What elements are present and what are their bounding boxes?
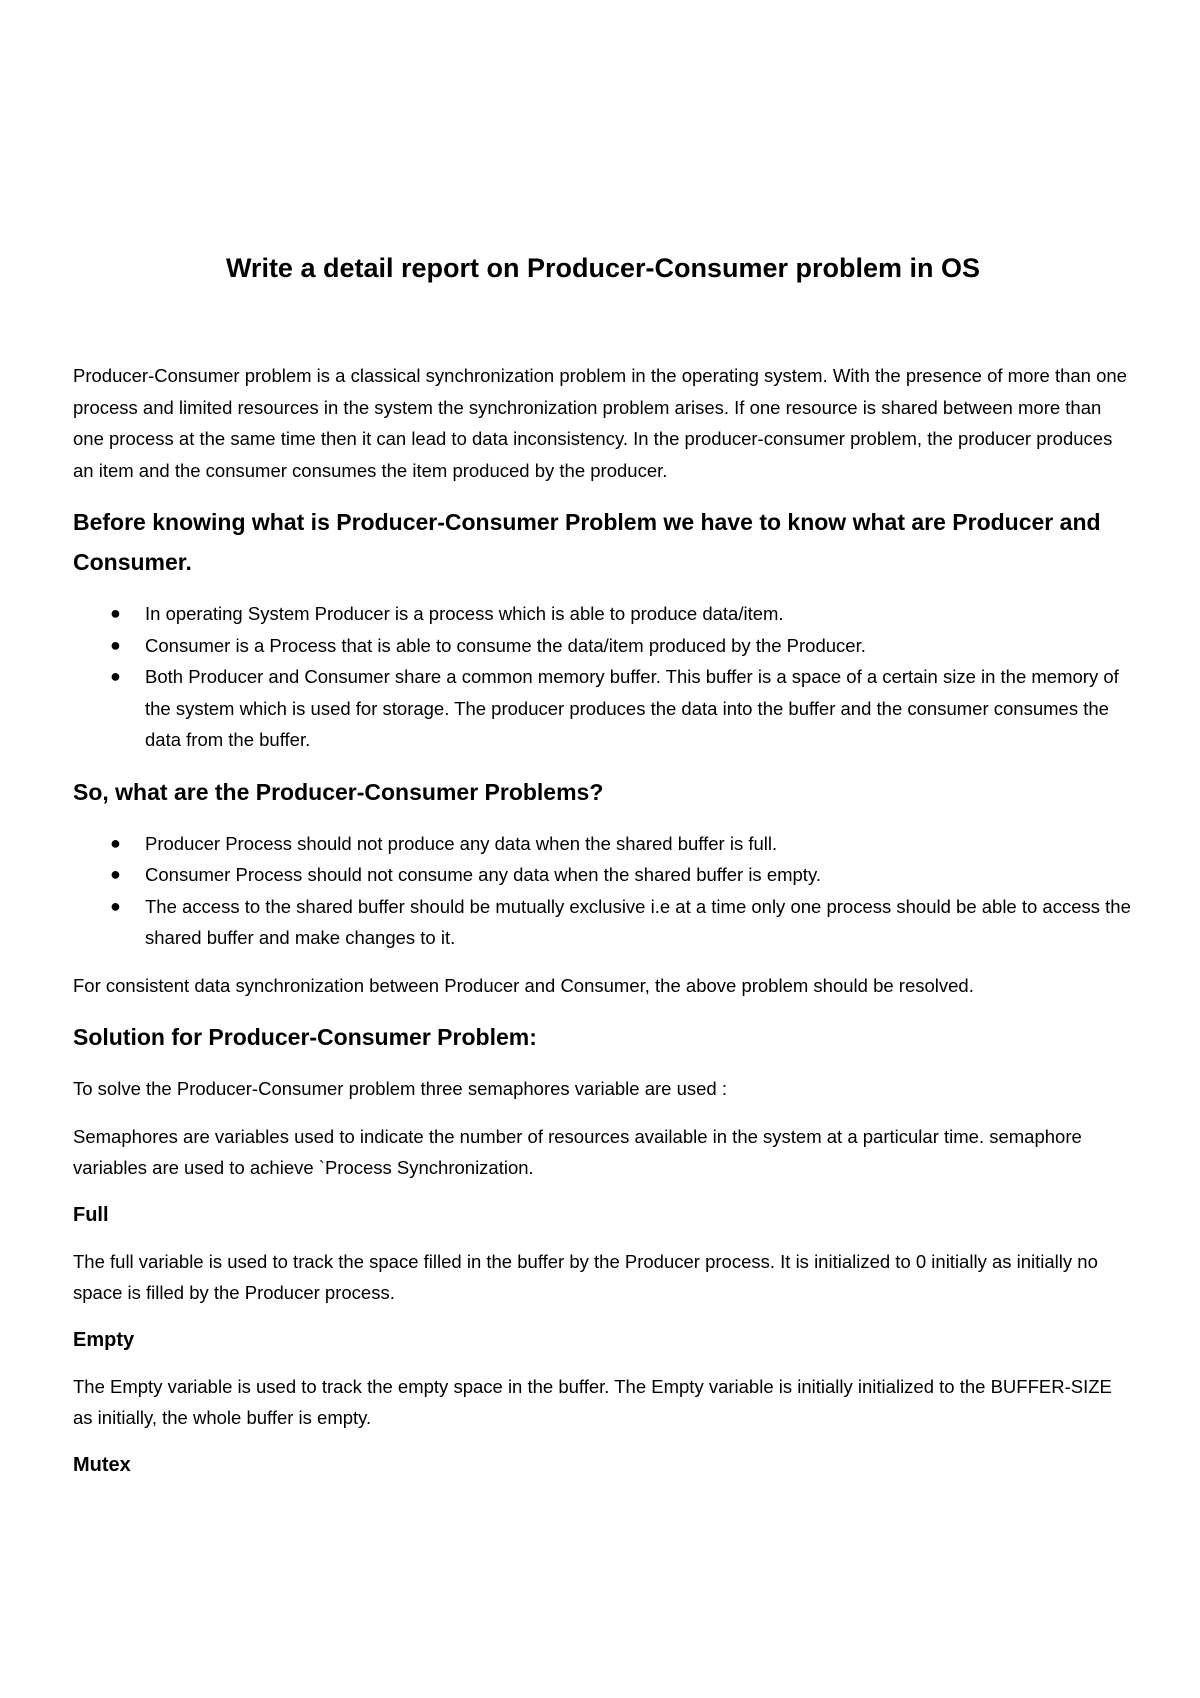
- empty-paragraph: The Empty variable is used to track the empty space in the buffer. The Empty variable is initially initialized to the BUFFER-SIZE as initially, the whole buffer is empty.: [73, 1375, 1112, 1428]
- subheading-full: Full: [73, 1203, 109, 1226]
- list-item: ● Both Producer and Consumer share a common memory buffer. This buffer is a space of a certain size in the memory of the system which is used for storage. The producer produces the data into the buffer and the consumer consumes the data from the buffer.: [145, 661, 1133, 756]
- document-body: [73, 248, 1133, 1496]
- section-heading-solution: Solution for Producer-Consumer Problem:: [73, 1024, 537, 1050]
- section-heading-producer-consumer: Before knowing what is Producer-Consumer Problem we have to know what are Producer and Consumer.: [73, 509, 1101, 575]
- page-title: Write a detail report on Producer-Consumer problem in OS: [225, 253, 981, 283]
- solution-paragraph-1: To solve the Producer-Consumer problem three semaphores variable are used :: [73, 1078, 727, 1099]
- list-item: ● In operating System Producer is a process which is able to produce data/item.: [145, 598, 1133, 630]
- list-item: ● The access to the shared buffer should be mutually exclusive i.e at a time only one process should be able to access the shared buffer and make changes to it.: [145, 891, 1133, 954]
- bullet-icon: ●: [110, 634, 121, 655]
- section-heading-problems: So, what are the Producer-Consumer Problems?: [73, 778, 604, 805]
- bullet-icon: ●: [110, 864, 121, 884]
- bullet-icon: ●: [110, 603, 121, 623]
- subheading-mutex: Mutex: [73, 1453, 131, 1476]
- list-item: ● Consumer Process should not consume any data when the shared buffer is empty.: [145, 859, 1133, 891]
- list-item: ● Consumer is a Process that is able to consume the data/item produced by the Producer.: [145, 630, 1133, 662]
- subheading-empty: Empty: [73, 1328, 135, 1351]
- problems-list: [73, 828, 1133, 954]
- full-paragraph: The full variable is used to track the space filled in the buffer by the Producer process. It is initialized to 0 initially as initially no space is filled by the Producer process.: [73, 1250, 1098, 1303]
- intro-paragraph: Producer-Consumer problem is a classical synchronization problem in the operating system. With the presence of more than one process and limited resources in the system the synchronization problem arises. If one resource is shared between more than one process at the same time then it can lead to data inconsistency. In the producer-consumer problem, the producer produces an item and the consumer consumes the item produced by the producer.: [73, 365, 1127, 481]
- solution-paragraph-2: Semaphores are variables used to indicate the number of resources available in the system at a particular time. semaphore variables are used to achieve `Process Synchronization.: [73, 1125, 1082, 1178]
- bullet-icon: ●: [110, 895, 121, 916]
- bullet-icon: ●: [110, 666, 121, 686]
- list-item: ● Producer Process should not produce any data when the shared buffer is full.: [145, 828, 1133, 860]
- definitions-list: [73, 598, 1133, 756]
- bullet-icon: ●: [110, 832, 121, 853]
- problems-closing-paragraph: For consistent data synchronization between Producer and Consumer, the above problem should be resolved.: [73, 974, 974, 996]
